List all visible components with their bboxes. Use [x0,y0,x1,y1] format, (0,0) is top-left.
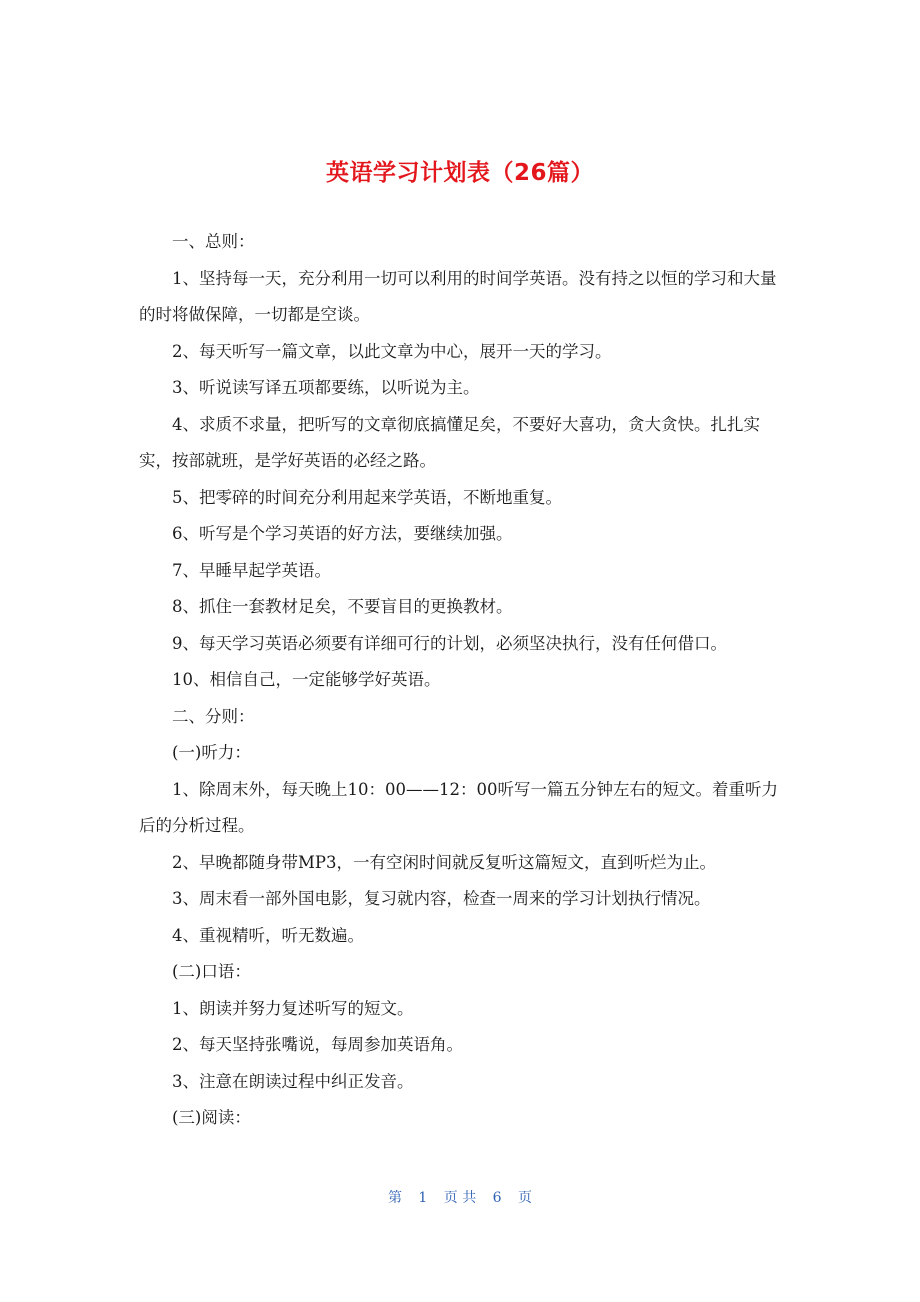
page-footer [0,1184,920,1212]
document-body [139,224,784,1137]
document-title: 英语学习计划表（26篇） [325,160,594,187]
paragraph: 4、重视精听，听无数遍。 [172,925,364,945]
subsection-heading: (二)口语： [172,962,251,981]
paragraph: 8、抓住一套教材足矣，不要盲目的更换教材。 [172,597,513,616]
paragraph: 2、早晚都随身带MP3，一有空闲时间就反复听这篇短文，直到听烂为止。 [172,852,716,872]
paragraph: 2、每天坚持张嘴说，每周参加英语角。 [172,1035,463,1054]
footer-total-pages: 6 [492,1190,502,1206]
paragraph: 7、早睡早起学英语。 [172,560,331,580]
footer-total-prefix: 页 共 [443,1190,477,1206]
section-heading: 一、总则： [172,232,255,251]
paragraph: 1、坚持每一天，充分利用一切可以利用的时间学英语。没有持之以恒的学习和大量的时将做保障，一切都是空谈。 [139,268,777,324]
paragraph: 5、把零碎的时间充分利用起来学英语，不断地重复。 [172,487,562,507]
paragraph: 9、每天学习英语必须要有详细可行的计划，必须坚决执行，没有任何借口。 [172,633,727,653]
paragraph: 3、周末看一部外国电影，复习就内容，检查一周来的学习计划执行情况。 [172,889,711,908]
subsection-heading: (一)听力： [172,743,251,762]
subsection-heading: (三)阅读： [172,1108,251,1127]
footer-current-page: 1 [418,1190,428,1206]
paragraph: 4、求质不求量，把听写的文章彻底搞懂足矣，不要好大喜功，贪大贪快。扎扎实实，按部就班，是学好英语的必经之路。 [139,414,760,470]
paragraph: 1、朗读并努力复述听写的短文。 [172,998,414,1018]
paragraph: 3、听说读写译五项都要练，以听说为主。 [172,378,480,397]
footer-page-label: 第 [387,1190,402,1206]
paragraph: 2、每天听写一篇文章，以此文章为中心，展开一天的学习。 [172,341,612,361]
paragraph: 6、听写是个学习英语的好方法，要继续加强。 [172,524,513,543]
paragraph: 1、除周末外，每天晚上10：00——12：00听写一篇五分钟左右的短文。着重听力后的分析过程。 [139,779,778,835]
paragraph: 3、注意在朗读过程中纠正发音。 [172,1071,414,1091]
footer-total-suffix: 页 [518,1190,533,1206]
paragraph: 10、相信自己，一定能够学好英语。 [172,670,441,689]
section-heading: 二、分则： [172,706,255,726]
